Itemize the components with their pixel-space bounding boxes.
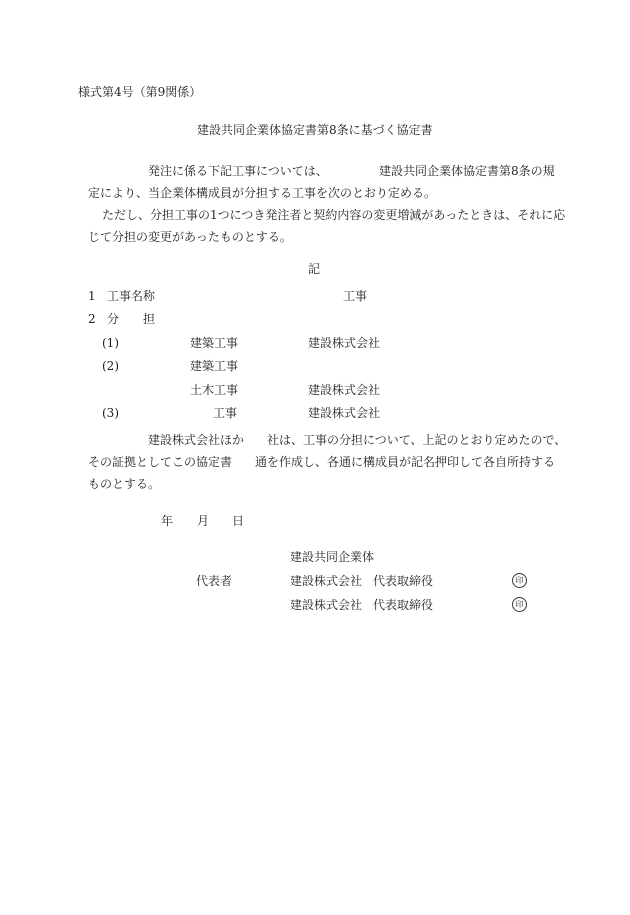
intro-text-1b: 建設共同企業体協定書第8条の規 [379, 164, 555, 178]
closing-text-1a: 建設株式会社ほか [148, 433, 245, 447]
intro-text-2b: じて分担の変更があったものとする。 [88, 230, 292, 244]
item1-number: 1 [88, 289, 96, 303]
row-work: 建築工事 [190, 336, 239, 350]
row-work: 建築工事 [190, 359, 239, 373]
signature-title: 代表取締役 [373, 598, 434, 612]
intro-text-1c: 定により、当企業体構成員が分担する工事を次のとおり定める。 [88, 186, 437, 200]
intro-text-1a: 発注に係る下記工事については、 [148, 164, 328, 178]
representative-label: 代表者 [196, 574, 233, 588]
document-title: 建設共同企業体協定書第8条に基づく協定書 [197, 123, 433, 137]
row-number: (2) [102, 359, 119, 373]
row-number: (1) [102, 336, 119, 350]
item2-label-a: 分 [107, 312, 120, 326]
signature-company: 建設株式会社 [290, 598, 363, 612]
intro-text-2a: ただし、分担工事の1つにつき発注者と契約内容の変更増減があったときは、それに応 [102, 208, 566, 222]
closing-text-1b: 社は、工事の分担について、上記のとおり定めたので、 [267, 433, 567, 447]
row-company: 建設株式会社 [308, 383, 381, 397]
row-work: 工事 [213, 406, 238, 420]
item2-number: 2 [88, 312, 96, 326]
row-work: 土木工事 [190, 383, 239, 397]
ki-heading: 記 [308, 262, 321, 276]
seal-icon: 印 [512, 597, 527, 612]
closing-text-3: ものとする。 [88, 477, 161, 491]
item1-label: 工事名称 [107, 289, 156, 303]
item2-label-b: 担 [143, 312, 156, 326]
closing-text-2b: 通を作成し、各通に構成員が記名押印して各自所持する [255, 455, 556, 469]
date-day: 日 [232, 514, 245, 528]
row-number: (3) [102, 406, 119, 420]
row-company: 建設株式会社 [308, 336, 381, 350]
date-month: 月 [197, 514, 210, 528]
item1-value: 工事 [343, 289, 368, 303]
form-number: 様式第4号（第9関係） [78, 85, 202, 99]
row-company: 建設株式会社 [308, 406, 381, 420]
date-year: 年 [161, 514, 174, 528]
seal-icon: 印 [512, 573, 527, 588]
signature-company: 建設株式会社 [290, 574, 363, 588]
signature-title: 代表取締役 [373, 574, 434, 588]
jv-name: 建設共同企業体 [290, 550, 375, 564]
closing-text-2a: その証拠としてこの協定書 [88, 455, 233, 469]
